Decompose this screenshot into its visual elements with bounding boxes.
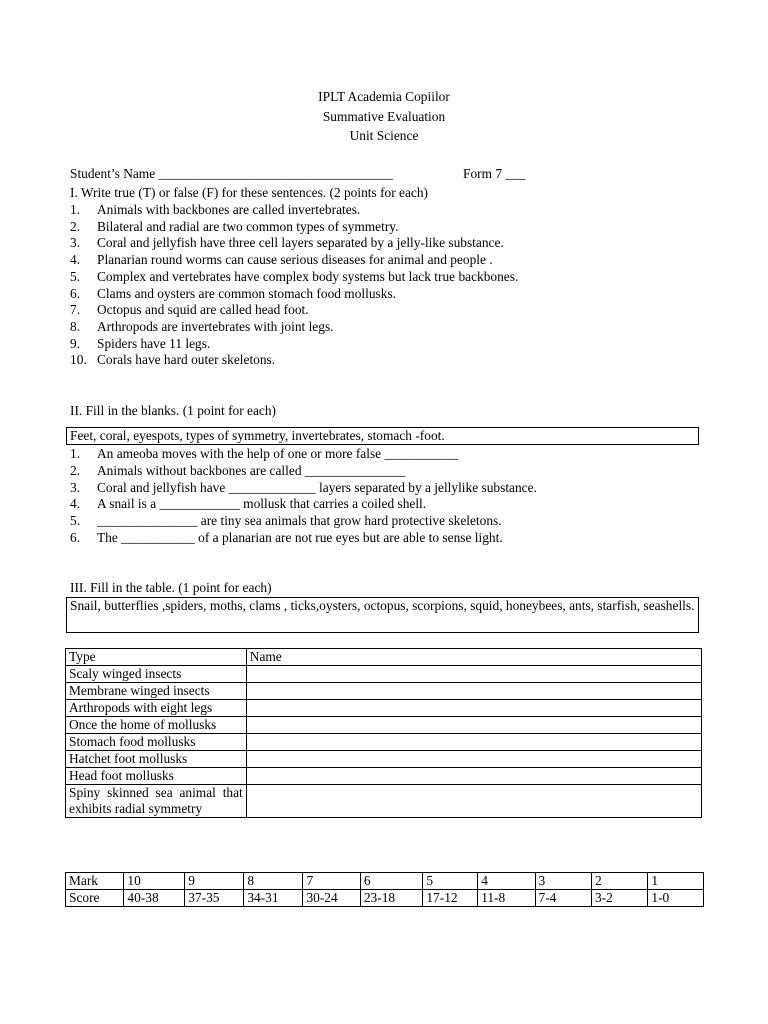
item-text: The ___________ of a planarian are not rue eyes but are able to sense light. — [97, 530, 503, 545]
type-cell: Arthropods with eight legs — [66, 700, 247, 717]
form-field: Form 7 ___ — [463, 166, 526, 181]
table-row — [66, 683, 702, 700]
item-text: Planarian round worms can cause serious diseases for animal and people . — [97, 252, 493, 268]
name-cell[interactable] — [246, 785, 701, 818]
grade-label-cell: Mark — [66, 873, 124, 890]
grade-value-cell: 11-8 — [478, 890, 535, 907]
type-cell: Stomach food mollusks — [66, 734, 247, 751]
item-text: An ameoba moves with the help of one or more false ___________ — [97, 446, 459, 461]
section1-title: I. Write true (T) or false (F) for these sentences. (2 points for each) — [70, 185, 429, 200]
type-cell: Membrane winged insects — [66, 683, 247, 700]
item-text: Animals with backbones are called invertebrates. — [97, 202, 361, 217]
item-text: Clams and oysters are common stomach food mollusks. — [97, 285, 397, 301]
item-text: Coral and jellyfish have _____________ layers separated by a jellylike substance. — [97, 479, 537, 495]
item-number: 5. — [70, 513, 81, 529]
grade-value-cell: 37-35 — [185, 890, 244, 907]
grade-value-cell: 9 — [185, 873, 244, 890]
item-text: Corals have hard outer skeletons. — [97, 352, 276, 368]
header-cell: Type — [66, 649, 247, 666]
item-text: Complex and vertebrates have complex body systems but lack true backbones. — [97, 268, 519, 284]
grade-label-cell: Score — [66, 890, 124, 907]
item-number: 3. — [70, 235, 81, 251]
grade-value-cell: 2 — [591, 873, 647, 890]
item-number: 4. — [70, 252, 81, 268]
type-cell: Spiny skinned sea animal that exhibits radial symmetry — [66, 785, 247, 818]
score-row — [66, 890, 704, 907]
grade-value-cell: 6 — [360, 873, 423, 890]
item-number: 10. — [70, 352, 87, 368]
name-cell[interactable] — [246, 734, 701, 751]
item-text: Octopus and squid are called head foot. — [97, 302, 309, 318]
item-text: Coral and jellyfish have three cell layers separated by a jelly-like substance. — [97, 235, 504, 251]
item-number: 2. — [70, 218, 81, 234]
item-text: Spiders have 11 legs. — [97, 335, 211, 351]
name-cell[interactable] — [246, 717, 701, 734]
grade-value-cell: 34-31 — [244, 890, 303, 907]
item-number: 4. — [70, 496, 81, 512]
name-cell[interactable] — [246, 666, 701, 683]
grade-value-cell: 4 — [478, 873, 535, 890]
item-number: 3. — [70, 479, 81, 495]
item-number: 9. — [70, 335, 81, 351]
name-cell[interactable] — [246, 768, 701, 785]
section2-word-bank: Feet, coral, eyespots, types of symmetry, invertebrates, stomach -foot. — [66, 427, 699, 445]
section3-word-bank: Snail, butterflies ,spiders, moths, clams , ticks,oysters, octopus, scorpions, squid, honeybees, ants, starfish, seashells. — [66, 597, 699, 633]
school-name: IPLT Academia Copiilor — [318, 89, 450, 104]
item-number: 1. — [70, 202, 81, 217]
grade-value-cell: 8 — [244, 873, 303, 890]
type-cell: Scaly winged insects — [66, 666, 247, 683]
unit-title: Unit Science — [349, 128, 419, 143]
item-text: Bilateral and radial are two common types of symmetry. — [97, 218, 399, 234]
item-text: Animals without backbones are called _______________ — [97, 462, 406, 478]
type-table — [65, 648, 702, 818]
grade-value-cell: 17-12 — [423, 890, 478, 907]
grade-value-cell: 40-38 — [124, 890, 185, 907]
grade-value-cell: 3-2 — [591, 890, 647, 907]
item-text: A snail is a ____________ mollusk that carries a coiled shell. — [97, 496, 427, 512]
mark-row — [66, 873, 704, 890]
grade-value-cell: 1-0 — [648, 890, 704, 907]
type-cell: Head foot mollusks — [66, 768, 247, 785]
grade-value-cell: 5 — [423, 873, 478, 890]
item-number: 1. — [70, 446, 81, 461]
type-table-header — [66, 649, 702, 666]
table-row — [66, 717, 702, 734]
name-cell[interactable] — [246, 683, 701, 700]
evaluation-title: Summative Evaluation — [322, 109, 446, 124]
item-text: _______________ are tiny sea animals that grow hard protective skeletons. — [97, 513, 502, 529]
table-row — [66, 751, 702, 768]
table-row — [66, 666, 702, 683]
item-number: 7. — [70, 302, 81, 318]
table-row — [66, 785, 702, 818]
grading-table — [65, 872, 704, 907]
grade-value-cell: 3 — [535, 873, 591, 890]
type-cell: Once the home of mollusks — [66, 717, 247, 734]
grade-value-cell: 23-18 — [360, 890, 423, 907]
item-text: Arthropods are invertebrates with joint legs. — [97, 318, 334, 334]
item-number: 6. — [70, 285, 81, 301]
grade-value-cell: 10 — [124, 873, 185, 890]
table-row — [66, 768, 702, 785]
grade-value-cell: 7-4 — [535, 890, 591, 907]
grade-value-cell: 1 — [648, 873, 704, 890]
item-number: 5. — [70, 268, 81, 284]
table-row — [66, 734, 702, 751]
name-cell[interactable] — [246, 700, 701, 717]
student-name-field: Student’s Name ___________________________________ — [70, 166, 393, 181]
type-cell: Hatchet foot mollusks — [66, 751, 247, 768]
item-number: 8. — [70, 318, 81, 334]
table-row — [66, 700, 702, 717]
header-cell: Name — [246, 649, 701, 666]
grade-value-cell: 7 — [303, 873, 360, 890]
item-number: 6. — [70, 530, 81, 545]
section2-title: II. Fill in the blanks. (1 point for each) — [70, 403, 277, 418]
item-number: 2. — [70, 462, 81, 478]
name-cell[interactable] — [246, 751, 701, 768]
section3-title: III. Fill in the table. (1 point for each) — [70, 580, 272, 595]
grade-value-cell: 30-24 — [303, 890, 360, 907]
